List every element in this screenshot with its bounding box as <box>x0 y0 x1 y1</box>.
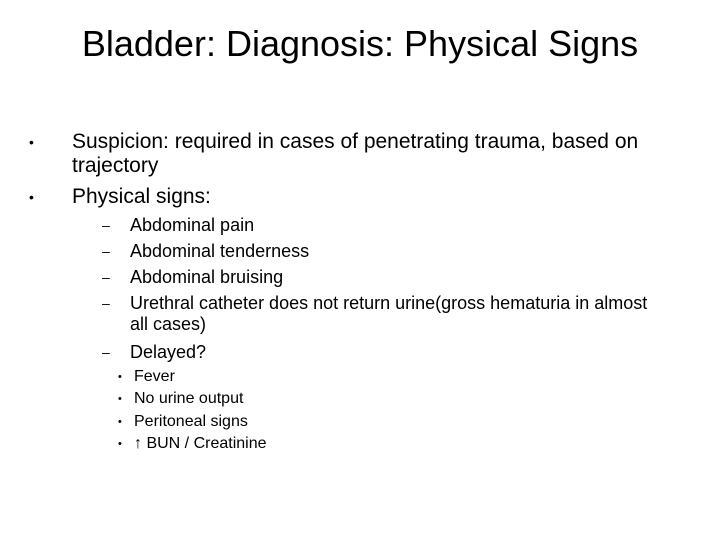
sub-bullet-item <box>102 342 670 363</box>
dash-icon: – <box>102 243 110 259</box>
dash-icon: – <box>102 295 110 311</box>
sub-bullet-item <box>102 267 670 288</box>
sub-sub-bullet-item <box>118 367 534 387</box>
bullet-icon: • <box>118 371 122 383</box>
sub-bullet-item <box>102 293 670 335</box>
sub-sub-bullet-text: ↑ BUN / Creatinine <box>134 435 267 452</box>
dash-icon: – <box>102 344 110 360</box>
sub-sub-bullet-item <box>118 412 534 432</box>
bullet-icon: • <box>118 416 122 428</box>
bullet-text: Physical signs: <box>72 185 211 208</box>
sub-bullet-item <box>102 241 670 262</box>
bullet-icon: • <box>29 134 34 150</box>
sub-bullet-text: Abdominal bruising <box>130 267 284 287</box>
slide-title: Bladder: Diagnosis: Physical Signs <box>81 23 639 64</box>
bullet-text: Suspicion: required in cases of penetrating trauma, based on trajectory <box>72 130 639 177</box>
sub-sub-bullet-item <box>118 434 534 454</box>
bullet-item <box>29 130 687 178</box>
bullet-icon: • <box>29 189 34 205</box>
bullet-icon: • <box>118 438 122 450</box>
bullet-item <box>29 185 687 209</box>
sub-bullet-item <box>102 215 670 236</box>
sub-sub-bullet-text: No urine output <box>134 390 244 407</box>
sub-bullet-text: Abdominal tenderness <box>130 241 310 261</box>
sub-bullet-text: Delayed? <box>130 342 207 362</box>
sub-sub-bullet-text: Fever <box>134 368 175 385</box>
sub-bullet-text: Urethral catheter does not return urine(gross hematuria in almost all cases) <box>130 293 648 334</box>
dash-icon: – <box>102 269 110 285</box>
sub-sub-bullet-text: Peritoneal signs <box>134 413 248 430</box>
sub-bullet-text: Abdominal pain <box>130 215 255 235</box>
dash-icon: – <box>102 217 110 233</box>
sub-sub-bullet-item <box>118 389 534 409</box>
bullet-icon: • <box>118 393 122 405</box>
